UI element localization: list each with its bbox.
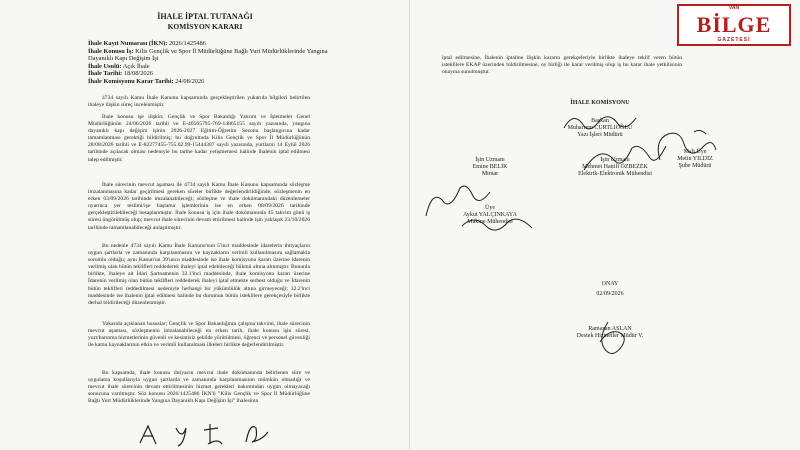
document-page-right: [410, 0, 800, 450]
committee-heading: İHALE KOMİSYONU: [570, 100, 630, 106]
member-4-title: Makine Mühendisi: [467, 219, 513, 226]
chair-role: Başkan: [591, 118, 609, 124]
approver-title: Destek Hizmetler Müdür V.: [576, 333, 644, 340]
logo-bottom-text: GAZETESİ: [717, 37, 751, 43]
meta-subject-cont: Dayanıklı Kapı Değişim İşi: [88, 55, 159, 63]
handwritten-signatures-bottom: [138, 418, 278, 448]
paragraph-continued: iptal edilmesine, İhalenin iptaline ilişkin kararın gerekçeleriyle birlikte ihaleye teklif veren bütün isteklilere EKAP üzerinden bildirilmesine, oy birliği ile karar verilmiş olup iş bu karar ihale yetkilisinin onayına sunulmuştur.: [442, 55, 682, 76]
logo-brand: BİLGE: [696, 12, 772, 37]
member-2-role: İşin Uzmanı: [600, 157, 630, 163]
member-3-name: Metin YILDIZ: [677, 156, 713, 163]
meta-ikn: İhale Kayıt Numarası (İKN): 2026/1425486: [88, 40, 206, 47]
member-4-role: Üye: [485, 205, 495, 211]
approver-block: [540, 326, 680, 340]
chair-name: Muharrem CURTLIOĞLU: [567, 125, 633, 132]
approver-signature: [578, 318, 648, 363]
member-4-name: Aykut YALÇINKAYA: [463, 212, 517, 219]
paragraph-1: 4734 sayılı Kamu İhale Kanunu kapsamında gerçekleştirilen yukarıda bilgileri belirtilen ihaleye ilişkin süreç incelenmiştir.: [88, 95, 310, 109]
approval-date: 02/09/2026: [596, 291, 624, 297]
newspaper-logo: [677, 4, 791, 46]
paragraph-6: Bu kapsamda, ihale konusu ihtiyacın mevcut ihale dokümanında belirlenen süre ve uygulama koşullarıyla uygun şartlarda ve zamanında karşılanmasının mümkün olmadığı ve mevcut ihale sürecinin devam ettirilmesinin hizmet gerekleri bakımından uygun olmayacağı sonucuna varılmıştır. Söz konusu 2026/1425486 İKN'li "Kilis Gençlik ve Spor İl Müdürlüğüne Bağlı Yurt Müdürlüklerinde Yangına Dayanıklı Kapı Değişim İşi" ihalesinin: [88, 370, 310, 405]
approval-label: ONAY: [601, 281, 619, 287]
member-3-role: Mali Üye: [683, 149, 707, 155]
member-2-name: Mehmet Hanifi ÖZBEZEK: [582, 164, 648, 171]
meta-tender-date: İhale Tarihi: 18/08/2026: [88, 70, 153, 78]
member-1-role: İşin Uzmanı: [475, 157, 505, 163]
meta-procedure: İhale Usulü: Açık İhale: [88, 62, 150, 70]
member-2-title: Elektrik-Elektronik Mühendisi: [578, 171, 652, 178]
meta-subject: İhale Konusu İş: Kilis Gençlik ve Spor İl Müdürlüğüne Bağlı Yurt Müdürlüklerinde Yangına: [88, 47, 328, 55]
paragraph-5: Yukarıda açıklanan hususlar; Gençlik ve Spor Bakanlığının çalışma takvimi, ihale sürecinin mevcut aşaması, sözleşmenin imzalanabileceği en erken tarih, ihale konusu işin süresi, yurt/barınma hizmetlerinin güvenli ve kesintisiz şekilde yürütülmesi, öğrenci ve personel güvenliği ile kamu kaynaklarının etkin ve verimli kullanılması ilkeleri birlikte değerlendirilmiştir.: [88, 321, 310, 349]
member-1-name: Emine BELİK: [472, 164, 508, 171]
member-1-block: [440, 157, 540, 179]
chair-title: Yazı İşleri Müdürü: [577, 132, 623, 139]
document-subtitle: KOMİSYON KARARI: [167, 22, 243, 31]
paragraph-4: Bu nedenle 4734 sayılı Kamu İhale Kanunu'nun 5'inci maddesinde idarelerin ihtiyaçların uygun şartlarla ve zamanında karşılanmasını ve kaynakların verimli kullanılmasını sağlamakla sorumlu olduğu; aynı Kanun'un 39'uncu maddesinde ise ihale komisyonu kararı üzerine idarenin verilmiş olan bütün teklifleri reddederek ihaleyi iptal edebileceği hükmü altına alınmıştır. Bununla birlikte, ihaleye ait İdari Şartnamenin 32.1'inci maddesinde, ihale komisyonu kararı üzerine İdarenin verilmiş olan bütün teklifleri reddederek ihaleyi iptal etmekte serbest olduğu ve İdarenin bütün teklifleri reddedilmesi nedeniyle herhangi bir yükümlülük altına girmeyeceği; 32.2'inci maddesinde ise ihalenin iptal edilmesi halinde bu durumun bütün isteklilere gerekçesiyle birlikte derhal bildirileceği düzenlenmiştir.: [88, 243, 310, 306]
document-title: İHALE İPTAL TUTANAĞI: [157, 12, 253, 21]
paragraph-2: İhale konusu işe ilişkin; Gençlik ve Spor Bakanlığı Yatırım ve İşletmeler Genel Müdürlüğünün 24/06/2026 tarihli ve E-40565795-769-14865155 sayılı yazısında, yangına dayanıklı kapı değişim işinin 2026-2027 Eğitim-Öğretim Sezonu başlangıcına kadar tamamlanması gerektiği bildirilmiş; bu doğrultuda Kilis Gençlik ve Spor İl Müdürlüğünün 28/08/2026 tarihli ve E-82277455-755.02.99-15444387 sayılı yazısında, yurtların 14 Eylül 2026 tarihinde açılacak olması nedeniyle bu tarihe kadar yetişmemesi halinde ihalenin iptal edilmesi talep edilmiştir.: [88, 114, 310, 163]
member-1-title: Mimar: [481, 171, 499, 178]
logo-top-text: VAN: [728, 5, 740, 11]
member-3-title: Şube Müdürü: [678, 163, 712, 170]
approver-name: Ramazan ASLAN: [588, 326, 632, 332]
meta-block: [88, 40, 388, 86]
member-3-block: [655, 149, 735, 171]
paragraph-3: İhale sürecinin mevcut aşaması ile 4734 sayılı Kamu İhale Kanunu kapsamında sözleşme imzalanmasına kadar geçirilmesi gereken süreler birlikte değerlendirildiğinde, sözleşmenin en erken 03/09/2026 tarihinde imzalanabileceği; sözleşme ve ihale dokümanındaki düzenlemeler uyarınca yer teslimi/işe başlama işlemlerinin ise en erken 08/09/2026 tarihinde gerçekleştirilebileceği hesaplanmıştır. İhale konusu iş için ihale dokümanında 45 takvim günü iş süresi öngörülmüş olup; mevcut ihale sürecinin devam ettirilmesi halinde işin yaklaşık 23/10/2026 tarihinde tamamlanabileceği anlaşılmıştır.: [88, 182, 310, 231]
member-4-signature: [460, 212, 540, 238]
meta-decision-date: İhale Komisyonu Karar Tarihi: 24/08/2026: [88, 77, 205, 85]
